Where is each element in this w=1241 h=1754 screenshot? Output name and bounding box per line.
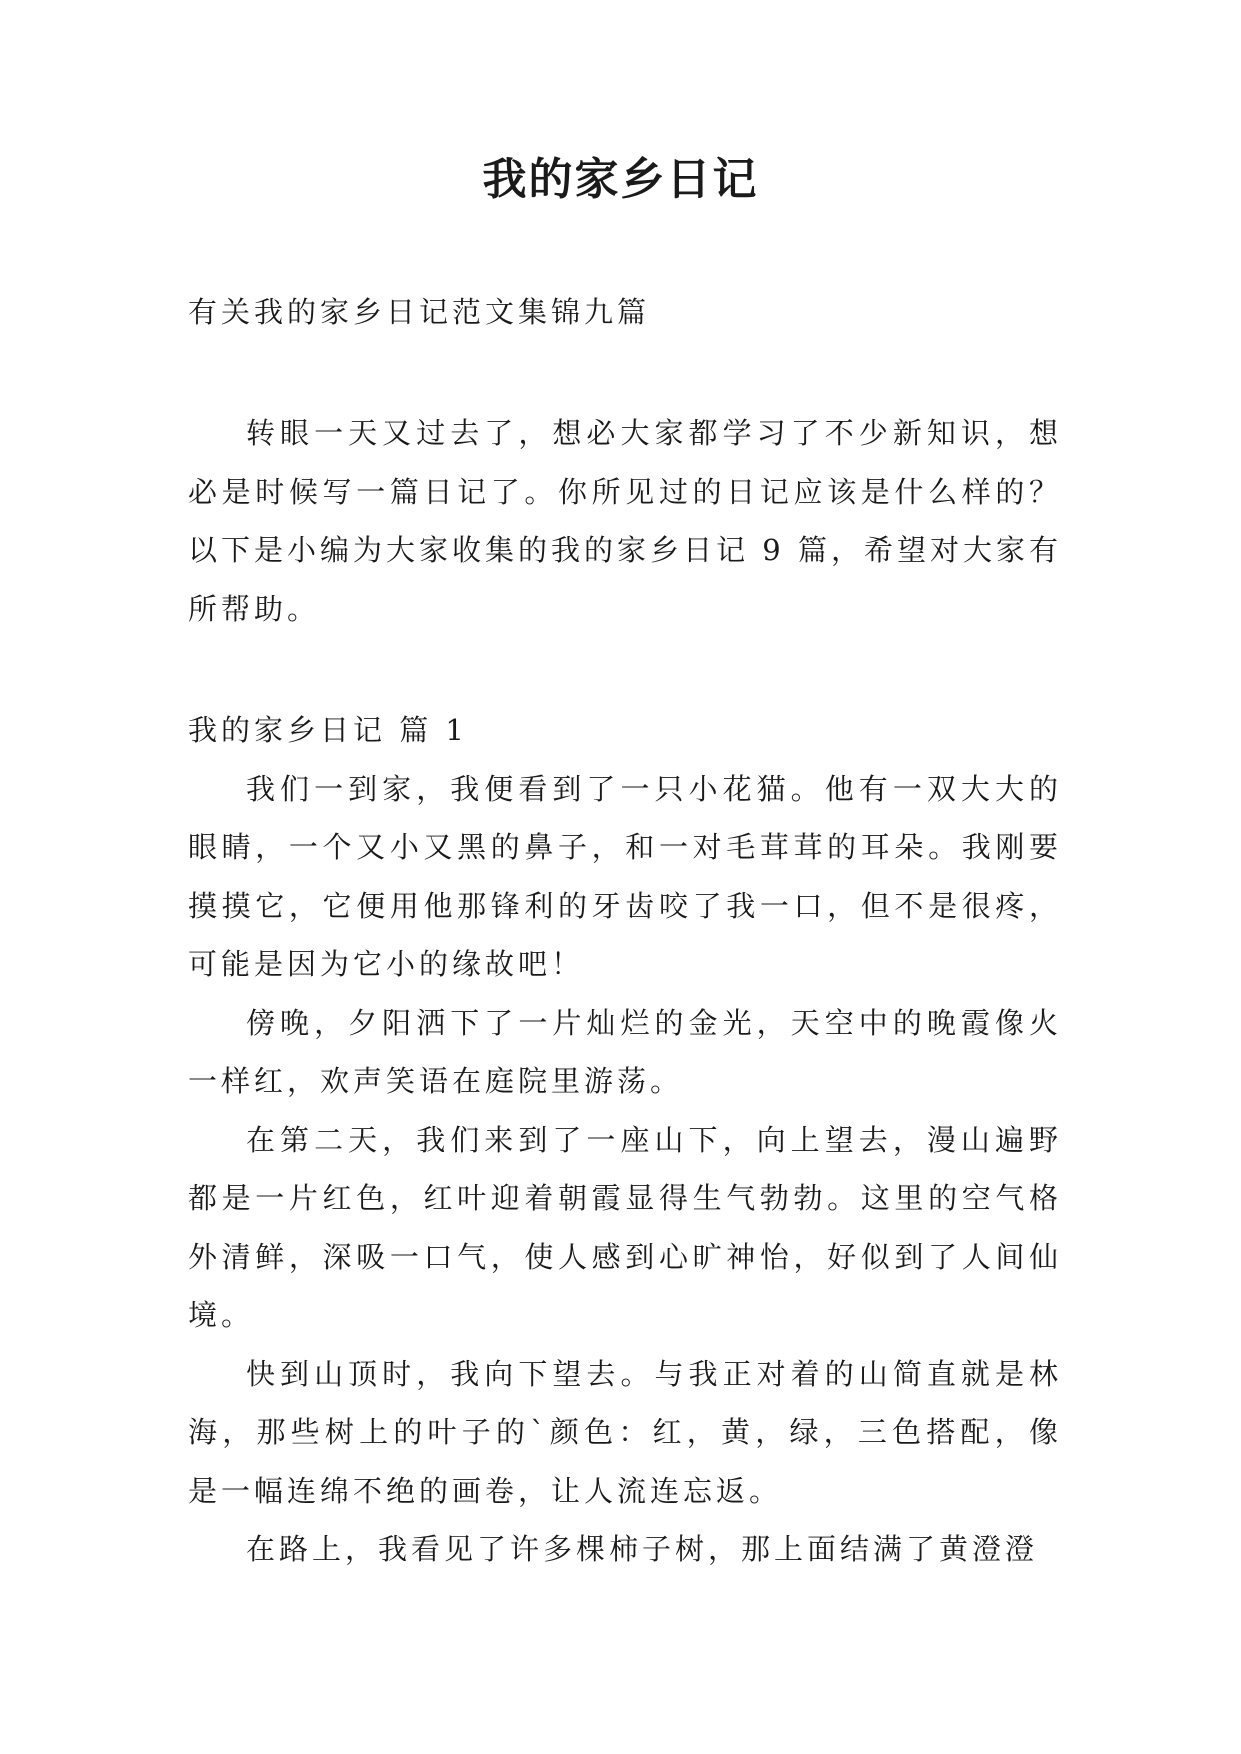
body-paragraph: 我们一到家，我便看到了一只小花猫。他有一双大大的眼睛，一个又小又黑的鼻子，和一对毛茸茸的耳朵。我刚要摸摸它，它便用他那锋利的牙齿咬了我一口，但不是很疼，可能是因为它小的缘故吧！ <box>188 771 1062 981</box>
body-paragraph: 在路上，我看见了许多棵柿子树，那上面结满了黄澄澄 <box>246 1532 1039 1566</box>
body-paragraph: 在第二天，我们来到了一座山下，向上望去，漫山遍野都是一片红色，红叶迎着朝霞显得生气勃勃。这里的空气格外清鲜，深吸一口气，使人感到心旷神怡，好似到了人间仙境。 <box>188 1122 1062 1332</box>
body-paragraph: 傍晚，夕阳洒下了一片灿烂的金光，天空中的晚霞像火一样红，欢声笑语在庭院里游荡。 <box>188 1005 1062 1098</box>
article-section <box>188 701 1062 1579</box>
intro-paragraph: 转眼一天又过去了，想必大家都学习了不少新知识，想必是时候写一篇日记了。你所见过的日记应该是什么样的？以下是小编为大家收集的我的家乡日记 9 篇，希望对大家有所帮助。 <box>188 416 1062 626</box>
document-title: 我的家乡日记 <box>482 154 759 205</box>
document-subtitle: 有关我的家乡日记范文集锦九篇 <box>188 295 651 329</box>
section-heading: 我的家乡日记 篇 1 <box>188 713 468 747</box>
intro-section <box>188 404 1062 638</box>
body-paragraph: 快到山顶时，我向下望去。与我正对着的山简直就是林海，那些树上的叶子的`颜色：红，黄，绿，三色搭配，像是一幅连绵不绝的画卷，让人流连忘返。 <box>188 1356 1062 1508</box>
